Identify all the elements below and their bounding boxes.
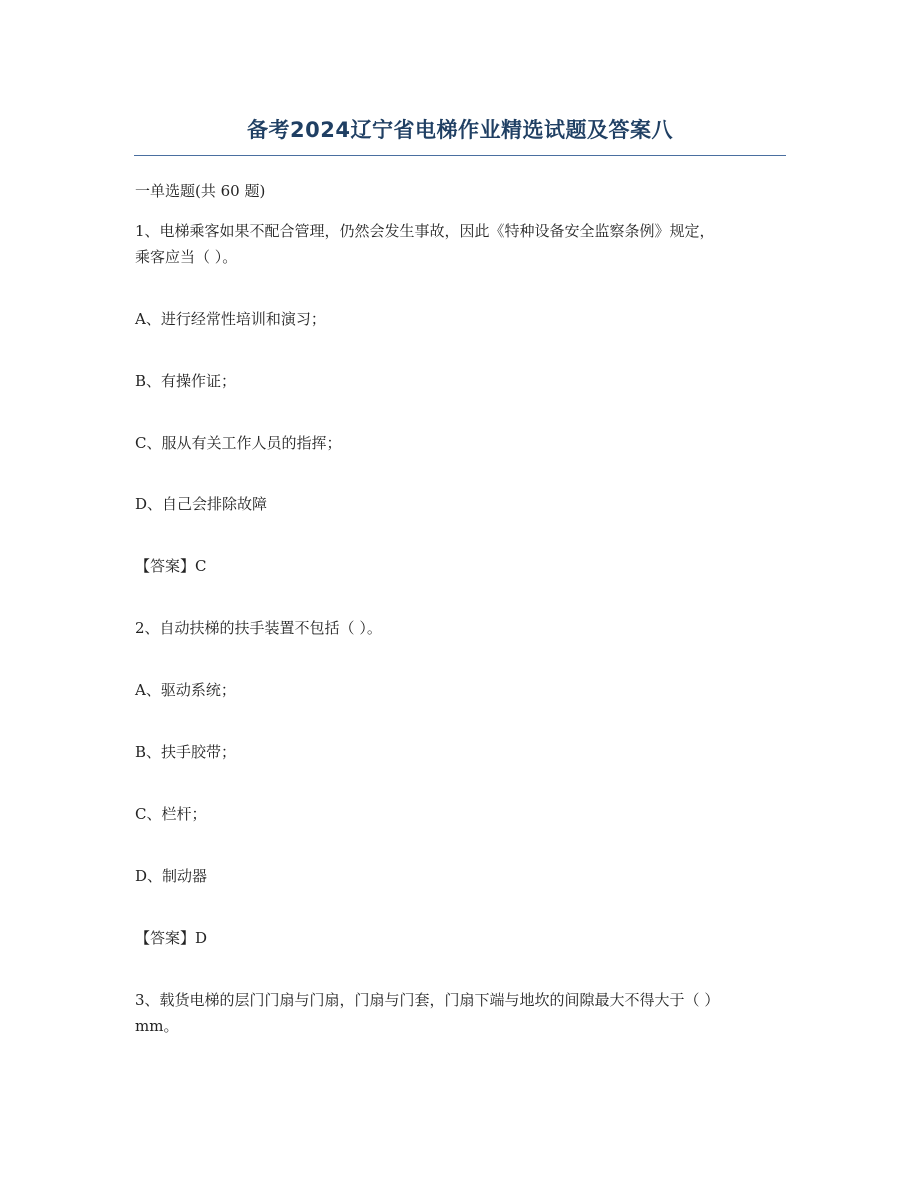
question-1-stem-line-1: 1、电梯乘客如果不配合管理，仍然会发生事故，因此《特种设备安全监察条例》规定， [135, 222, 715, 240]
question-1-option-b: B、有操作证； [135, 372, 237, 390]
question-2-option-d: D、制动器 [135, 867, 208, 885]
question-2-answer: 【答案】D [135, 929, 208, 947]
question-3-stem-line-1: 3、载货电梯的层门门扇与门扇，门扇与门套，门扇下端与地坎的间隙最大不得大于（ ） [135, 991, 720, 1009]
document-title: 备考2024辽宁省电梯作业精选试题及答案八 [247, 118, 673, 142]
question-1-option-a: A、进行经常性培训和演习； [135, 310, 326, 328]
question-1-answer: 【答案】C [135, 557, 207, 575]
title-underline [134, 155, 786, 156]
section-heading: 一单选题(共 60 题) [135, 182, 266, 200]
question-2-option-b: B、扶手胶带； [135, 743, 237, 761]
question-3-stem-line-2: mm。 [135, 1017, 179, 1035]
question-2-option-c: C、栏杆； [135, 805, 207, 823]
question-2-stem-line-1: 2、自动扶梯的扶手装置不包括（ ）。 [135, 619, 382, 637]
question-1-stem-line-2: 乘客应当（ ）。 [135, 248, 238, 266]
question-2-option-a: A、驱动系统； [135, 681, 236, 699]
question-1-option-d: D、自己会排除故障 [135, 495, 268, 513]
question-1-option-c: C、服从有关工作人员的指挥； [135, 434, 342, 452]
